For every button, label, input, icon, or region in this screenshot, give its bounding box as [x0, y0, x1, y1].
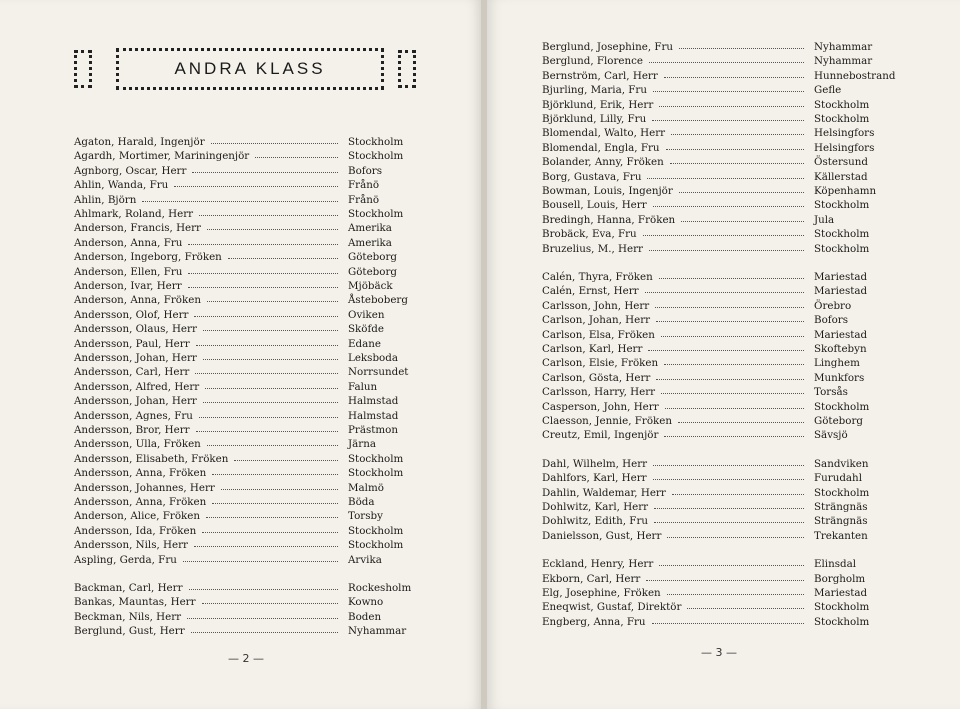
dot-leader — [228, 258, 338, 259]
list-entry — [542, 83, 877, 97]
passenger-name: Andersson, Alfred, Herr — [74, 380, 200, 393]
passenger-city: Stockholm — [348, 136, 404, 148]
list-entry — [74, 193, 404, 207]
list-entry — [542, 529, 877, 543]
passenger-name: Claesson, Jennie, Fröken — [542, 415, 672, 427]
passenger-city: Nyhammar — [814, 55, 873, 68]
passenger-city: Stockholm — [814, 615, 870, 628]
dot-leader — [194, 316, 338, 317]
passenger-name: Calén, Thyra, Fröken — [542, 271, 653, 283]
dot-leader — [665, 408, 804, 409]
passenger-city: Stockholm — [814, 98, 870, 111]
list-entry — [542, 213, 877, 227]
list-entry — [542, 385, 877, 399]
passenger-city: Mjöbäck — [348, 280, 393, 292]
passenger-city: Helsingfors — [814, 127, 875, 140]
list-entry — [74, 250, 404, 264]
list-entry — [542, 400, 877, 414]
passenger-city: Bofors — [814, 314, 848, 327]
passenger-city: Mariestad — [814, 328, 868, 341]
list-entry — [74, 164, 404, 178]
dot-leader — [205, 388, 338, 389]
passenger-city: Prästmon — [348, 424, 399, 436]
dot-leader — [191, 632, 338, 633]
passenger-name: Carlsson, Harry, Herr — [542, 386, 656, 399]
section-header — [74, 48, 426, 90]
passenger-city: Mariestad — [814, 587, 868, 599]
passenger-city: Örebro — [814, 299, 852, 312]
passenger-city: Mariestad — [814, 271, 868, 283]
passenger-city: Stockholm — [348, 208, 404, 220]
passenger-city: Leksboda — [348, 352, 398, 364]
passenger-city: Hunnebostrand — [814, 69, 896, 82]
passenger-city: Järna — [348, 438, 376, 451]
dot-leader — [661, 393, 804, 394]
dot-leader — [207, 229, 338, 230]
passenger-city: Norrsundet — [348, 366, 409, 379]
passenger-name: Björklund, Lilly, Fru — [542, 113, 647, 125]
list-entry — [542, 586, 877, 600]
passenger-city: Jula — [814, 213, 835, 226]
list-entry — [74, 409, 404, 423]
passenger-city: Mariestad — [814, 285, 868, 298]
list-entry — [542, 170, 877, 184]
dot-leader — [174, 186, 338, 187]
passenger-name: Backman, Carl, Herr — [74, 582, 183, 594]
dot-leader — [212, 503, 338, 504]
list-entry — [74, 595, 404, 609]
passenger-name: Andersson, Anna, Fröken — [74, 467, 207, 480]
list-entry — [542, 600, 877, 614]
passenger-city: Skoftebyn — [814, 343, 867, 355]
dot-leader — [656, 379, 804, 380]
list-entry — [542, 141, 877, 155]
passenger-name: Anderson, Francis, Herr — [74, 222, 201, 235]
dot-leader — [203, 359, 338, 360]
dot-leader — [672, 494, 804, 495]
dot-leader — [206, 517, 338, 518]
passenger-name: Ahlin, Björn — [74, 193, 137, 206]
section-title: ANDRA KLASS — [174, 59, 326, 78]
passenger-city: Stockholm — [348, 524, 404, 537]
list-entry — [74, 581, 412, 595]
list-entry — [74, 308, 404, 322]
passenger-name: Calén, Ernst, Herr — [542, 285, 639, 298]
passenger-city: Stockholm — [348, 539, 404, 552]
list-entry — [542, 284, 877, 298]
dot-leader — [659, 106, 804, 107]
list-entry — [74, 624, 407, 638]
passenger-city: Arvika — [348, 553, 382, 566]
list-entry — [74, 293, 408, 307]
list-entry — [74, 207, 404, 221]
list-entry — [542, 184, 877, 198]
dot-leader — [188, 244, 338, 245]
passenger-name: Andersson, Bror, Herr — [74, 424, 190, 436]
passenger-city: Borgholm — [814, 572, 866, 585]
list-entry — [542, 126, 877, 140]
dot-leader — [664, 77, 804, 78]
passenger-city: Sköfde — [348, 323, 384, 336]
list-entry — [542, 54, 877, 68]
dot-leader — [681, 221, 804, 222]
passenger-name: Andersson, Johan, Herr — [74, 395, 197, 408]
dot-leader — [649, 250, 804, 251]
passenger-city: Strängnäs — [814, 515, 868, 528]
list-entry — [74, 265, 404, 279]
dot-leader — [195, 373, 338, 374]
list-entry — [74, 481, 404, 495]
header-title-box — [116, 48, 384, 90]
passenger-name: Andersson, Elisabeth, Fröken — [74, 452, 229, 465]
passenger-name: Blomendal, Engla, Fru — [542, 141, 660, 154]
passenger-city: Frånö — [348, 179, 380, 192]
passenger-name: Anderson, Ellen, Fru — [74, 265, 183, 278]
passenger-city: Oviken — [348, 308, 385, 321]
passenger-name: Ahlmark, Roland, Herr — [74, 208, 194, 220]
passenger-name: Carlson, Elsie, Fröken — [542, 357, 659, 370]
list-entry — [542, 155, 877, 169]
list-entry — [74, 610, 404, 624]
passenger-city: Linghem — [814, 357, 860, 370]
passenger-name: Bjurling, Maria, Fru — [542, 84, 647, 97]
passenger-name: Bousell, Louis, Herr — [542, 199, 647, 212]
passenger-name: Blomendal, Walto, Herr — [542, 127, 666, 140]
passenger-name: Agardh, Mortimer, Mariningenjör — [74, 150, 250, 163]
passenger-city: Nyhammar — [348, 625, 407, 638]
passenger-name: Andersson, Paul, Herr — [74, 337, 190, 350]
passenger-name: Engberg, Anna, Fru — [542, 615, 646, 628]
passenger-city: Åsteboberg — [348, 294, 408, 307]
dot-leader — [196, 345, 338, 346]
dot-leader — [188, 287, 338, 288]
list-entry — [542, 414, 877, 428]
list-entry — [542, 98, 877, 112]
list-entry — [74, 135, 404, 149]
list-entry — [74, 495, 404, 509]
passenger-name: Agaton, Harald, Ingenjör — [74, 136, 205, 148]
passenger-name: Ahlin, Wanda, Fru — [74, 179, 169, 192]
passenger-name: Anderson, Ivar, Herr — [74, 280, 182, 292]
dot-leader — [653, 206, 804, 207]
dot-leader — [194, 546, 338, 547]
passenger-name: Carlson, Gösta, Herr — [542, 371, 651, 384]
passenger-city: Stockholm — [814, 113, 870, 125]
passenger-name: Eckland, Henry, Herr — [542, 558, 654, 571]
dot-leader — [187, 618, 338, 619]
list-entry — [542, 471, 877, 485]
passenger-city: Nyhammar — [814, 41, 873, 53]
list-entry — [542, 342, 877, 356]
passenger-city: Gefle — [814, 84, 842, 97]
passenger-city: Sävsjö — [814, 429, 848, 442]
passenger-name: Andersson, Agnes, Fru — [74, 409, 193, 422]
dot-leader — [189, 589, 339, 590]
list-entry — [74, 279, 404, 293]
list-entry — [542, 557, 877, 571]
passenger-name: Andersson, Ulla, Fröken — [74, 438, 201, 451]
dot-leader — [647, 178, 804, 179]
dot-leader — [653, 465, 804, 466]
dot-leader — [199, 417, 338, 418]
passenger-name: Berglund, Josephine, Fru — [542, 41, 674, 53]
passenger-name: Carlson, Elsa, Fröken — [542, 328, 655, 341]
list-entry — [542, 227, 877, 241]
list-entry — [542, 486, 877, 500]
passenger-name: Casperson, John, Herr — [542, 400, 659, 413]
passenger-city: Stockholm — [814, 400, 870, 413]
dot-leader — [679, 192, 804, 193]
header-ornament-left — [74, 50, 92, 88]
list-entry — [74, 394, 404, 408]
list-entry — [74, 423, 404, 437]
passenger-city: Stockholm — [348, 467, 404, 480]
passenger-city: Trekanten — [814, 529, 868, 542]
dot-leader — [678, 422, 804, 423]
passenger-city: Furudahl — [814, 472, 862, 485]
passenger-name: Bruzelius, M., Herr — [542, 242, 643, 255]
list-entry — [542, 572, 877, 586]
dot-leader — [196, 431, 338, 432]
dot-leader — [671, 134, 804, 135]
list-entry — [542, 299, 877, 313]
passenger-city: Kowno — [348, 596, 384, 609]
passenger-name: Dahlfors, Karl, Herr — [542, 472, 647, 485]
passenger-name: Anderson, Anna, Fröken — [74, 294, 201, 307]
list-entry — [542, 457, 877, 471]
dot-leader — [643, 235, 804, 236]
passenger-city: Stockholm — [814, 228, 870, 241]
list-entry — [74, 221, 404, 235]
dot-leader — [664, 436, 804, 437]
passenger-city: Amerika — [348, 236, 392, 249]
passenger-city: Edane — [348, 337, 381, 350]
passenger-name: Dohlwitz, Edith, Fru — [542, 515, 649, 528]
passenger-city: Källerstad — [814, 170, 868, 183]
passenger-name: Carlsson, John, Herr — [542, 299, 650, 312]
passenger-city: Sandviken — [814, 457, 869, 470]
passenger-name: Andersson, Johannes, Herr — [74, 481, 215, 494]
dot-leader — [199, 215, 338, 216]
passenger-city: Falun — [348, 380, 378, 393]
dot-leader — [207, 445, 338, 446]
passenger-name: Brobäck, Eva, Fru — [542, 228, 637, 241]
dot-leader — [659, 278, 804, 279]
passenger-city: Stockholm — [814, 601, 870, 614]
list-entry — [542, 356, 877, 370]
passenger-name: Andersson, Olof, Herr — [74, 308, 189, 321]
list-entry — [74, 553, 404, 567]
passenger-city: Malmö — [348, 481, 384, 494]
passenger-name: Andersson, Ida, Fröken — [74, 524, 197, 537]
passenger-name: Carlson, Karl, Herr — [542, 343, 643, 355]
passenger-name: Andersson, Carl, Herr — [74, 366, 190, 379]
list-entry — [542, 112, 877, 126]
passenger-name: Bowman, Louis, Ingenjör — [542, 185, 673, 197]
dot-leader — [687, 608, 804, 609]
list-entry — [74, 351, 404, 365]
list-entry — [542, 500, 877, 514]
passenger-name: Björklund, Erik, Herr — [542, 98, 654, 111]
list-entry — [542, 40, 877, 54]
passenger-name: Borg, Gustava, Fru — [542, 170, 642, 183]
passenger-name: Beckman, Nils, Herr — [74, 610, 182, 623]
dot-leader — [192, 172, 338, 173]
passenger-city: Stockholm — [814, 486, 870, 499]
list-entry — [542, 242, 877, 256]
left-page-number: — 2 — — [228, 652, 264, 665]
list-entry — [74, 322, 404, 336]
list-entry — [542, 270, 877, 284]
dot-leader — [203, 330, 338, 331]
passenger-city: Stockholm — [348, 150, 404, 163]
passenger-city: Munkfors — [814, 371, 865, 384]
list-entry — [74, 178, 404, 192]
passenger-city: Stockholm — [814, 242, 870, 255]
passenger-city: Torsås — [814, 386, 848, 399]
passenger-city: Göteborg — [348, 265, 397, 278]
dot-leader — [667, 537, 804, 538]
dot-leader — [655, 307, 804, 308]
list-entry — [74, 365, 409, 379]
list-entry — [74, 380, 404, 394]
list-entry — [74, 524, 404, 538]
dot-leader — [653, 91, 804, 92]
dot-leader — [202, 603, 338, 604]
dot-leader — [142, 201, 338, 202]
passenger-name: Bolander, Anny, Fröken — [542, 156, 664, 169]
list-entry — [74, 452, 404, 466]
passenger-city: Torsby — [348, 510, 383, 523]
passenger-name: Ekborn, Carl, Herr — [542, 572, 641, 585]
passenger-city: Amerika — [348, 222, 392, 235]
dot-leader — [661, 336, 804, 337]
passenger-city: Boden — [348, 610, 382, 623]
passenger-city: Helsingfors — [814, 141, 875, 154]
list-entry — [542, 514, 877, 528]
passenger-name: Anderson, Anna, Fru — [74, 236, 183, 249]
passenger-name: Andersson, Anna, Fröken — [74, 496, 207, 508]
dot-leader — [654, 522, 804, 523]
passenger-name: Bankas, Mauntas, Herr — [74, 596, 196, 609]
dot-leader — [670, 163, 804, 164]
list-entry — [74, 337, 404, 351]
dot-leader — [664, 364, 804, 365]
dot-leader — [659, 565, 804, 566]
dot-leader — [203, 402, 338, 403]
list-entry — [74, 149, 404, 163]
dot-leader — [188, 273, 338, 274]
passenger-city: Halmstad — [348, 395, 399, 408]
list-entry — [542, 428, 877, 442]
dot-leader — [221, 489, 338, 490]
passenger-name: Dahl, Wilhelm, Herr — [542, 457, 648, 470]
dot-leader — [652, 623, 804, 624]
dot-leader — [234, 460, 338, 461]
passenger-city: Böda — [348, 496, 375, 508]
passenger-name: Berglund, Gust, Herr — [74, 625, 185, 638]
list-entry — [74, 437, 404, 451]
passenger-city: Bofors — [348, 164, 382, 177]
header-ornament-right — [398, 50, 416, 88]
dot-leader — [656, 321, 804, 322]
list-entry — [542, 615, 877, 629]
dot-leader — [667, 594, 804, 595]
dot-leader — [646, 580, 804, 581]
dot-leader — [645, 292, 804, 293]
list-entry — [542, 371, 877, 385]
dot-leader — [653, 479, 804, 480]
passenger-city: Göteborg — [348, 251, 397, 264]
dot-leader — [255, 157, 338, 158]
passenger-city: Halmstad — [348, 409, 399, 422]
dot-leader — [212, 474, 338, 475]
list-entry — [542, 328, 877, 342]
passenger-name: Andersson, Olaus, Herr — [74, 323, 197, 336]
passenger-city: Köpenhamn — [814, 185, 877, 197]
passenger-name: Anderson, Alice, Fröken — [74, 510, 200, 523]
passenger-city: Östersund — [814, 156, 869, 169]
right-page-number: — 3 — — [701, 646, 737, 659]
dot-leader — [202, 532, 338, 533]
passenger-city: Rockesholm — [348, 582, 412, 594]
passenger-name: Dohlwitz, Karl, Herr — [542, 501, 649, 513]
passenger-name: Bredingh, Hanna, Fröken — [542, 213, 676, 226]
list-entry — [542, 313, 877, 327]
passenger-city: Strängnäs — [814, 501, 868, 513]
passenger-name: Berglund, Florence — [542, 55, 644, 68]
passenger-name: Agnborg, Oscar, Herr — [74, 164, 187, 177]
list-entry — [74, 538, 404, 552]
list-entry — [542, 69, 896, 83]
dot-leader — [649, 62, 804, 63]
passenger-name: Dahlin, Waldemar, Herr — [542, 486, 666, 499]
passenger-name: Elg, Josephine, Fröken — [542, 587, 661, 599]
passenger-city: Stockholm — [348, 452, 404, 465]
dot-leader — [666, 149, 804, 150]
passenger-name: Andersson, Nils, Herr — [74, 539, 188, 552]
passenger-name: Carlson, Johan, Herr — [542, 314, 651, 327]
passenger-name: Creutz, Emil, Ingenjör — [542, 429, 659, 442]
list-entry — [74, 466, 404, 480]
passenger-name: Danielsson, Gust, Herr — [542, 529, 662, 542]
passenger-city: Göteborg — [814, 415, 863, 427]
dot-leader — [207, 301, 338, 302]
dot-leader — [679, 48, 804, 49]
dot-leader — [211, 143, 338, 144]
passenger-name: Aspling, Gerda, Fru — [74, 553, 177, 566]
passenger-name: Anderson, Ingeborg, Fröken — [74, 251, 222, 264]
list-entry — [74, 236, 404, 250]
passenger-city: Elinsdal — [814, 558, 857, 571]
passenger-city: Frånö — [348, 193, 380, 206]
dot-leader — [652, 120, 804, 121]
list-entry — [74, 509, 404, 523]
passenger-name: Eneqwist, Gustaf, Direktör — [542, 601, 682, 614]
dot-leader — [183, 561, 338, 562]
dot-leader — [654, 508, 804, 509]
list-entry — [542, 198, 877, 212]
right-page — [487, 0, 960, 709]
dot-leader — [648, 350, 804, 351]
passenger-name: Andersson, Johan, Herr — [74, 352, 197, 364]
passenger-city: Stockholm — [814, 199, 870, 212]
passenger-name: Bernström, Carl, Herr — [542, 69, 658, 82]
